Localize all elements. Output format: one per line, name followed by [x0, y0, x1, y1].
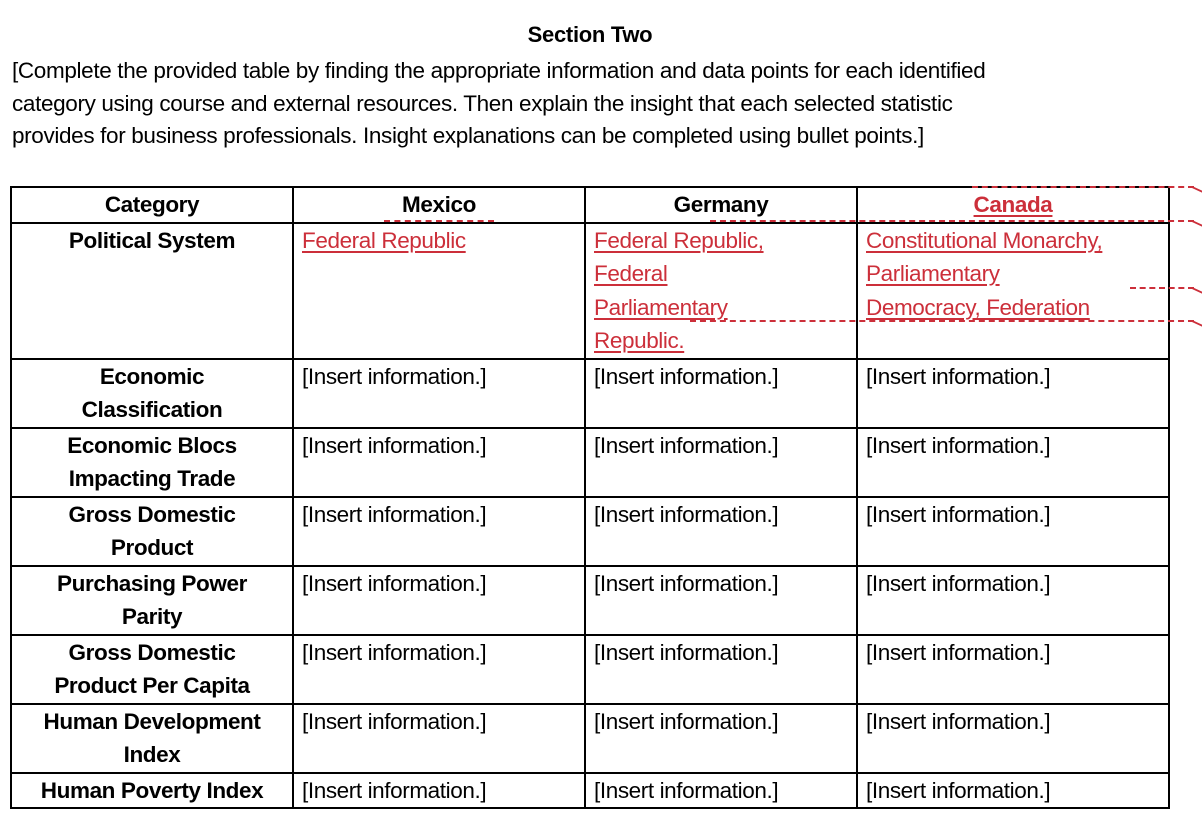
cell-mexico[interactable]: [Insert information.]: [293, 497, 585, 566]
table-row: [11, 359, 1169, 428]
revision-marker-tail: [1192, 220, 1202, 235]
section-heading: Section Two: [527, 22, 653, 47]
revision-marker-tail: [1192, 320, 1202, 335]
cell-mexico[interactable]: [Insert information.]: [293, 773, 585, 809]
revision-marker-line: [384, 220, 494, 222]
cell-germany[interactable]: [Insert information.]: [585, 773, 857, 809]
cell-germany[interactable]: [Insert information.]: [585, 428, 857, 497]
table-row: [11, 773, 1169, 809]
cell-germany[interactable]: [Insert information.]: [585, 704, 857, 773]
revision-marker-line: [710, 220, 1194, 222]
instructions-line: provides for business professionals. Insight explanations can be completed using bullet points.]: [12, 123, 924, 148]
category-cell: Human Poverty Index: [11, 773, 293, 809]
category-cell: Gross Domestic Product Per Capita: [11, 635, 293, 704]
revision-marker-line: [690, 320, 1194, 322]
header-category: Category: [11, 187, 293, 223]
tracked-change-text: Federal Republic,: [594, 227, 764, 253]
cell-germany[interactable]: [Insert information.]: [585, 566, 857, 635]
instructions-paragraph: [12, 55, 1192, 153]
cell-canada[interactable]: [Insert information.]: [857, 428, 1169, 497]
cell-mexico[interactable]: [Insert information.]: [293, 428, 585, 497]
header-germany: Germany: [585, 187, 857, 223]
tracked-change-text: Constitutional Monarchy,: [866, 227, 1103, 253]
revision-marker-line: [1130, 287, 1194, 289]
cell-germany[interactable]: [585, 223, 857, 359]
tracked-change-text: Parliamentary: [866, 261, 1000, 286]
table-row: [11, 428, 1169, 497]
category-cell: Political System: [11, 223, 293, 359]
cell-canada[interactable]: [Insert information.]: [857, 566, 1169, 635]
tracked-change-text: Parliamentary: [594, 294, 728, 320]
table-header-row: [11, 187, 1169, 223]
tracked-change-text[interactable]: Canada: [973, 192, 1053, 217]
cell-mexico[interactable]: [293, 223, 585, 359]
tracked-change-text: Federal Republic: [302, 227, 466, 253]
tracked-change-text: Democracy, Federation: [866, 294, 1090, 320]
category-cell: Human Development Index: [11, 704, 293, 773]
instructions-line: category using course and external resources. Then explain the insight that each selected statistic: [12, 90, 953, 116]
cell-germany[interactable]: [Insert information.]: [585, 497, 857, 566]
cell-germany[interactable]: [Insert information.]: [585, 359, 857, 428]
header-mexico: Mexico: [293, 187, 585, 223]
instructions-line: [Complete the provided table by finding the appropriate information and data points for each identified: [12, 58, 986, 83]
cell-germany[interactable]: [Insert information.]: [585, 635, 857, 704]
cell-canada[interactable]: [Insert information.]: [857, 359, 1169, 428]
category-cell: Purchasing Power Parity: [11, 566, 293, 635]
revision-marker-tail: [1192, 287, 1202, 302]
category-cell: Economic Blocs Impacting Trade: [11, 428, 293, 497]
country-comparison-table: [10, 186, 1170, 809]
table-row: [11, 704, 1169, 773]
tracked-change-text: Federal: [594, 261, 668, 286]
table-row: [11, 497, 1169, 566]
cell-canada[interactable]: [857, 223, 1169, 359]
cell-mexico[interactable]: [Insert information.]: [293, 704, 585, 773]
tracked-change-text: Republic.: [594, 328, 685, 353]
header-canada: [857, 187, 1169, 223]
cell-mexico[interactable]: [Insert information.]: [293, 566, 585, 635]
table-row-political-system: [11, 223, 1169, 359]
cell-canada[interactable]: [Insert information.]: [857, 497, 1169, 566]
cell-mexico[interactable]: [Insert information.]: [293, 359, 585, 428]
cell-canada[interactable]: [Insert information.]: [857, 704, 1169, 773]
revision-marker-tail: [1192, 186, 1202, 201]
cell-canada[interactable]: [Insert information.]: [857, 773, 1169, 809]
category-cell: Gross Domestic Product: [11, 497, 293, 566]
revision-marker-line: [972, 186, 1194, 188]
category-cell: Economic Classification: [11, 359, 293, 428]
table-row: [11, 566, 1169, 635]
table-row: [11, 635, 1169, 704]
cell-mexico[interactable]: [Insert information.]: [293, 635, 585, 704]
cell-canada[interactable]: [Insert information.]: [857, 635, 1169, 704]
